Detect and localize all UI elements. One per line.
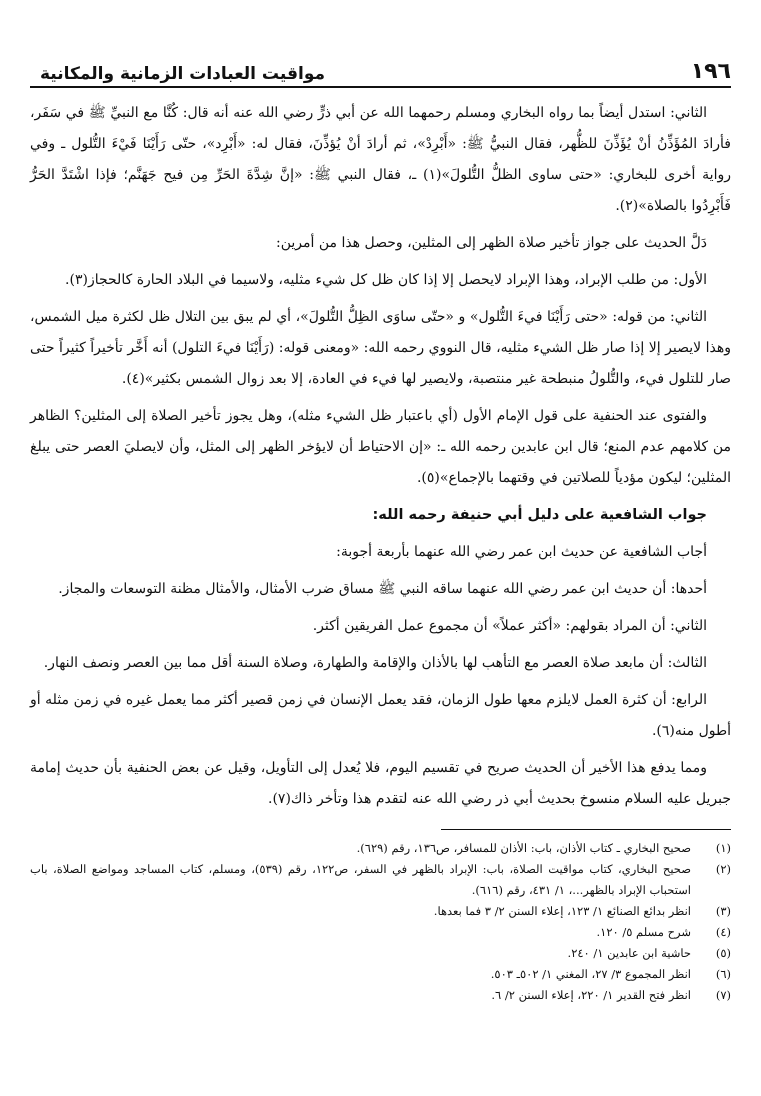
- footnote-number: (٧): [715, 988, 731, 1002]
- footnote-number: (٣): [715, 904, 731, 918]
- footnote: [30, 964, 731, 985]
- paragraph-second-evidence: الثاني: استدل أيضاً بما رواه البخاري ومسلم رحمهما الله عن أبي ذرٍّ رضي الله عنه أنه قال: كُنَّا مع النبيِّ ﷺ في سَفَر، فأرادَ المُؤَذِّنُ أنْ يُؤَذِّنَ للظُّهر، فقال النبيُّ ﷺ: «أَبْرِدْ»، ثم أرادَ أنْ يُؤذِّنَ، فقال له: «أَبْرِد»، حتّى رَأَيْنَا فَيْءَ التُّلول ـ وفي رواية أخرى للبخاري: «حتى ساوى الظلُّ التُّلولَ»(١) ـ، فقال النبي ﷺ: «إنَّ شِدَّةَ الحَرِّ مِن فيح جَهَنَّم؛ فإذا اشْتَدَّ الحَرُّ فَأَبْرِدُوا بالصلاة»(٢).: [30, 105, 731, 214]
- page-header: [30, 48, 731, 88]
- footnote-text: شرح مسلم ٥/ ١٢٠.: [596, 925, 691, 939]
- footnote: [30, 922, 731, 943]
- paragraph-rebuttal: ومما يدفع هذا الأخير أن الحديث صريح في تقسيم اليوم، فلا يُعدل إلى التأويل، وقيل عن بعض الحنفية بأن حديث إمامة جبريل عليه السلام منسوخ بحديث أبي ذر رضي الله عنه لتقدم هذا وتأخر ذاك(٧).: [30, 760, 731, 807]
- footnote-text: صحيح البخاري، كتاب مواقيت الصلاة، باب: الإبراد بالظهر في السفر، ص١٢٢، رقم (٥٣٩)، ومسلم، كتاب المساجد ومواضع الصلاة، باب استحباب الإبراد بالظهر...، ١/ ٤٣١، رقم (٦١٦).: [30, 862, 691, 897]
- footnote-text: انظر فتح القدير ١/ ٢٢٠، إعلاء السنن ٢/ ٦.: [491, 988, 691, 1002]
- main-text: [30, 98, 731, 815]
- book-page: [30, 48, 731, 1006]
- section-heading-shafii-answer: جواب الشافعية على دليل أبي حنيفة رحمه الله:: [372, 507, 707, 523]
- footnote-text: انظر المجموع ٣/ ٢٧، المغني ١/ ٥٠٢ـ ٥٠٣.: [490, 967, 691, 981]
- paragraph-first-matter: الأول: من طلب الإبراد، وهذا الإبراد لايحصل إلا إذا كان ظل كل شيء مثليه، ولاسيما في البلاد الحارة كالحجاز(٣).: [65, 272, 707, 288]
- footnotes: [30, 838, 731, 1006]
- footnote-text: انظر بدائع الصنائع ١/ ١٢٣، إعلاء السنن ٢/ ٣ فما بعدها.: [433, 904, 691, 918]
- paragraph-indication: دَلَّ الحديث على جواز تأخير صلاة الظهر إلى المثلين، وحصل هذا من أمرين:: [276, 235, 707, 251]
- paragraph-answer-four: الرابع: أن كثرة العمل لايلزم معها طول الزمان، فقد يعمل الإنسان في زمن قصير أكثر مما يعمل غيره في زمن مثله أو أطول منه(٦).: [30, 692, 731, 739]
- paragraph-hanafi-fatwa: والفتوى عند الحنفية على قول الإمام الأول (أي باعتبار ظل الشيء مثله)، وهل يجوز تأخير الصلاة إلى المثلين؟ الظاهر من كلامهم عدم المنع؛ قال ابن عابدين رحمه الله ـ: «إن الاحتياط أن لايؤخر الظهر إلى المثل، وأن لايصليَ العصر حتى يبلغ المثلين؛ ليكون مؤدياً للصلاتين في وقتهما بالإجماع»(٥).: [30, 408, 731, 486]
- footnote-number: (٦): [715, 967, 731, 981]
- footnote-text: صحيح البخاري ـ كتاب الأذان، باب: الأذان للمسافر، ص١٣٦، رقم (٦٢٩).: [356, 841, 691, 855]
- paragraph-answer-two: الثاني: أن المراد بقولهم: «أكثر عملاً» أن مجموع عمل الفريقين أكثر.: [312, 618, 707, 634]
- paragraph-second-matter: الثاني: من قوله: «حتى رَأَيْنَا فيءَ التُّلول» و «حتّى ساوَى الظِلُّ التُّلولَ»، أي لم يبق بين التلال ظل لكثرة ميل الشمس، وهذا لايصير إلا إذا صار ظل الشيء مثليه، قال النووي رحمه الله: «ومعنى قوله: (رَأَيْنَا فيءَ التلول) أنه أَخَّر تأخيراً كثيراً حتى صار للتلول فيء، والتُّلولُ منبطحة غير منتصبة، ولايصير لها فيء في العادة، إلا بعد زوال الشمس بكثير»(٤).: [30, 309, 731, 387]
- footnote-number: (٢): [715, 862, 731, 876]
- footnote-number: (٤): [715, 925, 731, 939]
- paragraph-shafii-intro: أجاب الشافعية عن حديث ابن عمر رضي الله عنهما بأربعة أجوبة:: [336, 544, 707, 560]
- footnote-text: حاشية ابن عابدين ١/ ٢٤٠.: [567, 946, 691, 960]
- footnote-number: (٥): [715, 946, 731, 960]
- footnote: [30, 901, 731, 922]
- page-number: ١٩٦: [690, 59, 731, 84]
- footnote: [30, 985, 731, 1006]
- paragraph-answer-one: أحدها: أن حديث ابن عمر رضي الله عنهما ساقه النبي ﷺ مساق ضرب الأمثال، والأمثال مظنة التوسعات والمجاز.: [58, 581, 707, 597]
- footnote: [30, 838, 731, 859]
- running-title: مواقيت العبادات الزمانية والمكانية: [40, 64, 325, 84]
- footnote-divider: [441, 829, 731, 830]
- paragraph-answer-three: الثالث: أن مابعد صلاة العصر مع التأهب لها بالأذان والإقامة والطهارة، وصلاة السنة أقل مما بين العصر ونصف النهار.: [43, 655, 707, 671]
- footnote: [30, 943, 731, 964]
- footnote: [30, 859, 731, 901]
- footnote-number: (١): [715, 841, 731, 855]
